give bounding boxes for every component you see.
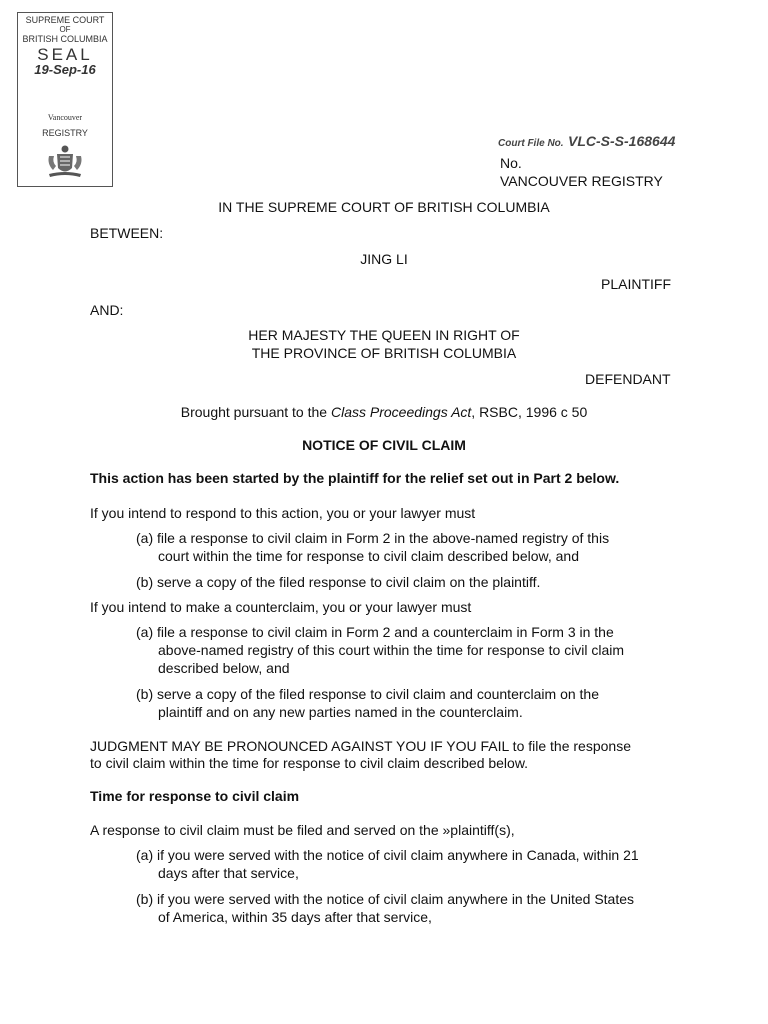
seal-word: SEAL — [37, 45, 93, 64]
judgment-line-2: to civil claim within the time for response to civil claim described below. — [90, 755, 529, 771]
counterclaim-item-a-line-1: (a) file a response to civil claim in Form 2 and a counterclaim in Form 3 in the — [136, 624, 614, 640]
respond-intro: If you intend to respond to this action, you or your lawyer must — [90, 505, 476, 521]
respond-item-b-line-1: (b) serve a copy of the filed response to civil claim on the plaintiff. — [136, 574, 541, 590]
court-seal-stamp — [17, 12, 113, 187]
respond-item-a-line-1: (a) file a response to civil claim in Form 2 in the above-named registry of this — [136, 530, 610, 546]
plaintiff-name: JING LI — [360, 251, 408, 267]
respond-item-a-line-2: court within the time for response to civil claim described below, and — [158, 548, 579, 564]
time-item-a-line-1: (a) if you were served with the notice of civil claim anywhere in Canada, within 21 — [136, 847, 639, 863]
court-file-number: VLC-S-S-168644 — [568, 133, 676, 149]
seal-line-3: BRITISH COLUMBIA — [22, 34, 108, 44]
time-item-b-line-1: (b) if you were served with the notice of civil claim anywhere in the United States — [136, 891, 635, 907]
pursuant-before: Brought pursuant to the — [180, 404, 331, 420]
plaintiff-label: PLAINTIFF — [601, 276, 672, 292]
pursuant-act: Class Proceedings Act — [330, 404, 472, 420]
pursuant-statement — [0, 404, 768, 421]
court-heading: IN THE SUPREME COURT OF BRITISH COLUMBIA — [218, 199, 550, 215]
judgment-line-1: JUDGMENT MAY BE PRONOUNCED AGAINST YOU IF YOU FAIL to file the response — [90, 738, 631, 754]
time-item-a-line-2: days after that service, — [158, 865, 299, 881]
registry-name: VANCOUVER REGISTRY — [500, 173, 663, 189]
counterclaim-item-a-line-2: above-named registry of this court within the time for response to civil claim — [158, 642, 625, 658]
court-file-label: Court File No. — [498, 138, 564, 149]
defendant-label: DEFENDANT — [585, 371, 671, 387]
time-item-b-line-2: of America, within 35 days after that service, — [158, 909, 432, 925]
and-label: AND: — [90, 302, 124, 318]
seal-line-2: OF — [59, 25, 71, 34]
counterclaim-item-b-line-2: plaintiff and on any new parties named in the counterclaim. — [158, 704, 523, 720]
coat-of-arms-icon — [18, 144, 112, 183]
action-statement: This action has been started by the plaintiff for the relief set out in Part 2 below. — [90, 470, 620, 486]
seal-city: Vancouver — [47, 113, 83, 122]
counterclaim-item-b-line-1: (b) serve a copy of the filed response to civil claim and counterclaim on the — [136, 686, 600, 702]
time-intro: A response to civil claim must be filed and served on the »plaintiff(s), — [90, 822, 515, 838]
court-file-number-line — [498, 133, 675, 151]
seal-line-1: SUPREME COURT — [25, 15, 105, 25]
defendant-line-1: HER MAJESTY THE QUEEN IN RIGHT OF — [248, 327, 520, 343]
counterclaim-intro: If you intend to make a counterclaim, you or your lawyer must — [90, 599, 472, 615]
defendant-line-2: THE PROVINCE OF BRITISH COLUMBIA — [251, 345, 517, 361]
seal-registry: REGISTRY — [42, 128, 88, 138]
between-label: BETWEEN: — [90, 225, 164, 241]
seal-date: 19-Sep-16 — [34, 62, 96, 77]
counterclaim-item-a-line-3: described below, and — [158, 660, 290, 676]
pursuant-after: , RSBC, 1996 c 50 — [471, 404, 588, 420]
notice-title: NOTICE OF CIVIL CLAIM — [302, 437, 466, 453]
no-label: No. — [500, 155, 522, 171]
time-heading: Time for response to civil claim — [90, 788, 300, 804]
